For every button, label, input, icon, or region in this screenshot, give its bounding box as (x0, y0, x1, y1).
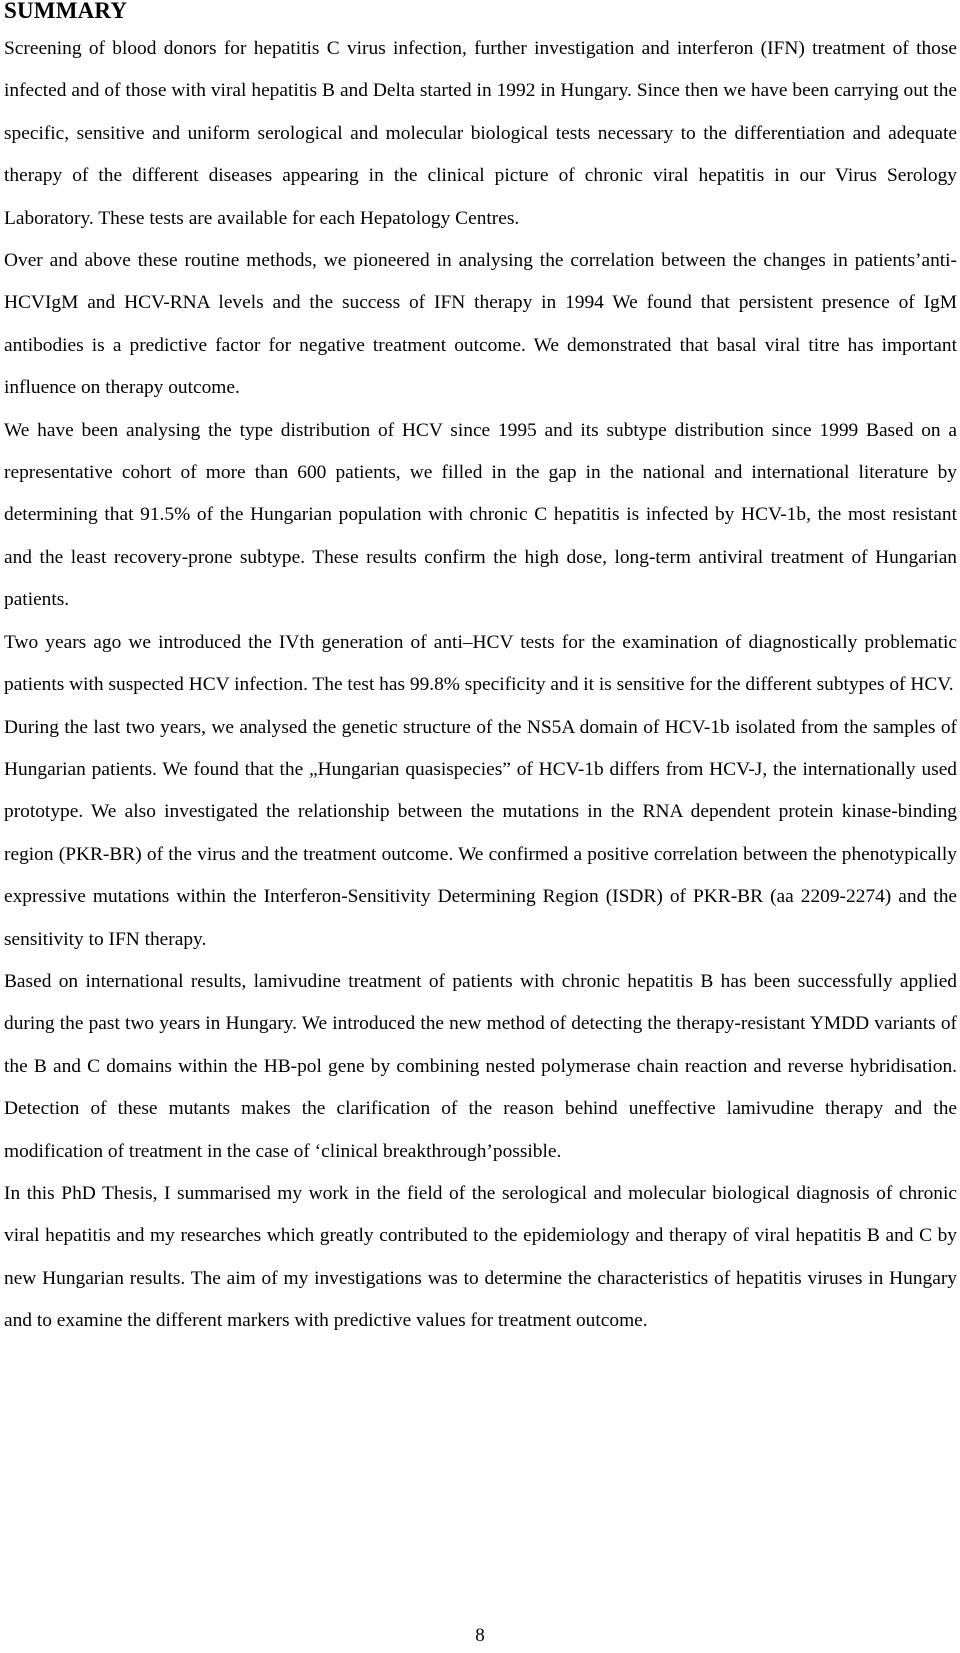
page-content (4, 0, 957, 1343)
section-heading: SUMMARY (4, 0, 128, 23)
paragraph-7: In this PhD Thesis, I summarised my work in the field of the serological and molecular biological diagnosis of chronic viral hepatitis and my researches which greatly contributed to the epidemiology and therapy of viral hepatitis B and C by new Hungarian results. The aim of my investigations was to determine the characteristics of hepatitis viruses in Hungary and to examine the different markers with predictive values for treatment outcome. (4, 1182, 957, 1332)
paragraph-5: During the last two years, we analysed the genetic structure of the NS5A domain of HCV-1b isolated from the samples of Hungarian patients. We found that the „Hungarian quasispecies” of HCV-1b differs from HCV-J, the internationally used prototype. We also investigated the relationship between the mutations in the RNA dependent protein kinase-binding region (PKR-BR) of the virus and the treatment outcome. We confirmed a positive correlation between the phenotypically expressive mutations within the Interferon-Sensitivity Determining Region (ISDR) of PKR-BR (aa 2209-2274) and the sensitivity to IFN therapy. (4, 716, 957, 950)
paragraph-6: Based on international results, lamivudine treatment of patients with chronic hepatitis B has been successfully applied during the past two years in Hungary. We introduced the new method of detecting the therapy-resistant YMDD variants of the B and C domains within the HB-pol gene by combining nested polymerase chain reaction and reverse hybridisation. Detection of these mutants makes the clarification of the reason behind uneffective lamivudine therapy and the modification of treatment in the case of ‘clinical breakthrough’possible. (4, 970, 957, 1162)
paragraph-1: Screening of blood donors for hepatitis C virus infection, further investigation and interferon (IFN) treatment of those infected and of those with viral hepatitis B and Delta started in 1992 in Hungary. Since then we have been carrying out the specific, sensitive and uniform serological and molecular biological tests necessary to the differentiation and adequate therapy of the different diseases appearing in the clinical picture of chronic viral hepatitis in our Virus Serology Laboratory. These tests are available for each Hepatology Centres. (4, 38, 957, 229)
paragraph-2: Over and above these routine methods, we pioneered in analysing the correlation between the changes in patients’anti-HCVIgM and HCV-RNA levels and the success of IFN therapy in 1994 We found that persistent presence of IgM antibodies is a predictive factor for negative treatment outcome. We demonstrated that basal viral titre has important influence on therapy outcome. (4, 250, 957, 399)
paragraph-4: Two years ago we introduced the IVth generation of anti–HCV tests for the examination of diagnostically problematic patients with suspected HCV infection. The test has 99.8% specificity and it is sensitive for the different subtypes of HCV. (4, 631, 957, 696)
paragraph-3: We have been analysing the type distribution of HCV since 1995 and its subtype distribution since 1999 Based on a representative cohort of more than 600 patients, we filled in the gap in the national and international literature by determining that 91.5% of the Hungarian population with chronic C hepatitis is infected by HCV-1b, the most resistant and the least recovery-prone subtype. These results confirm the high dose, long-term antiviral treatment of Hungarian patients. (4, 419, 957, 611)
page-number: 8 (475, 1625, 485, 1646)
